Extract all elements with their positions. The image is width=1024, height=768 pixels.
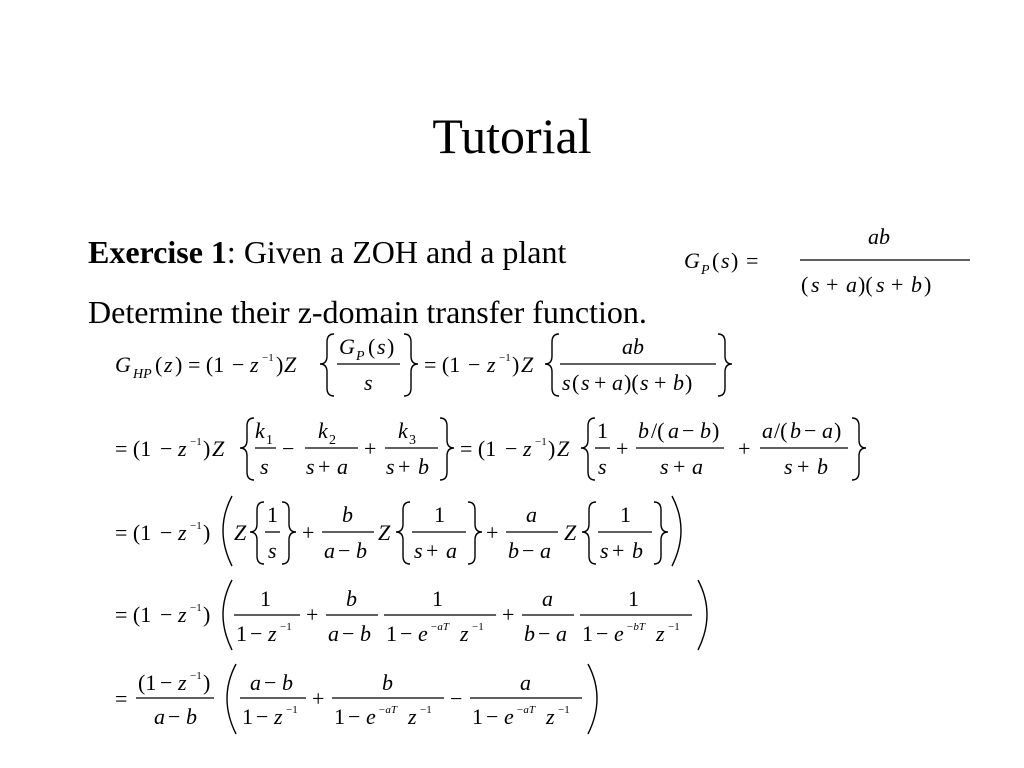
svg-text:−: −: [342, 621, 355, 646]
svg-text:b: b: [282, 670, 293, 695]
svg-text:): ): [548, 436, 556, 461]
svg-text:a: a: [542, 586, 553, 611]
svg-text:b: b: [360, 621, 371, 646]
svg-text:a: a: [612, 370, 623, 395]
svg-text:−: −: [338, 538, 351, 563]
svg-text:P: P: [356, 349, 365, 364]
svg-text:a: a: [520, 670, 531, 695]
svg-text:z: z: [487, 352, 496, 377]
svg-text:−: −: [400, 621, 413, 646]
svg-text:a: a: [526, 502, 537, 527]
svg-text:): ): [712, 418, 720, 443]
svg-text:z: z: [268, 621, 277, 646]
svg-text:z: z: [178, 520, 187, 545]
svg-text:−: −: [450, 686, 463, 711]
svg-text:b: b: [346, 586, 357, 611]
svg-text:3: 3: [409, 433, 416, 448]
svg-text:HP: HP: [133, 367, 152, 382]
svg-text:1: 1: [472, 704, 483, 729]
svg-text:1: 1: [434, 502, 445, 527]
svg-text:): ): [203, 520, 211, 545]
svg-text:s: s: [640, 370, 649, 395]
svg-text:+: +: [486, 520, 499, 545]
svg-text:b: b: [508, 538, 519, 563]
svg-text:1: 1: [267, 502, 278, 527]
svg-text:−1: −1: [190, 602, 202, 614]
svg-text:s: s: [784, 454, 793, 479]
svg-text:+: +: [826, 272, 839, 297]
svg-text:1: 1: [597, 418, 608, 443]
svg-text:−aT: −aT: [516, 704, 536, 716]
svg-text:−bT: −bT: [626, 621, 646, 633]
svg-text:(: (: [155, 352, 163, 377]
svg-text:): ): [203, 670, 211, 695]
svg-text:ab: ab: [868, 224, 890, 249]
svg-text:2: 2: [329, 433, 336, 448]
svg-text:b: b: [342, 502, 353, 527]
svg-text:−1: −1: [190, 520, 202, 532]
svg-text:s: s: [721, 248, 730, 273]
svg-text:)(: )(: [858, 272, 873, 297]
svg-text:b: b: [524, 621, 535, 646]
svg-text:e: e: [614, 621, 624, 646]
svg-text:s: s: [377, 334, 386, 359]
exercise-label: Exercise 1: [88, 234, 227, 270]
svg-text:(: (: [712, 248, 720, 273]
svg-text:+: +: [738, 436, 751, 461]
svg-text:−1: −1: [190, 436, 202, 448]
svg-text:a: a: [668, 418, 679, 443]
svg-text:−: −: [232, 352, 245, 377]
svg-text:): ): [512, 352, 520, 377]
svg-text:)(: )(: [624, 370, 639, 395]
svg-text:): ): [834, 418, 842, 443]
svg-text:−: −: [160, 520, 173, 545]
svg-text:b: b: [790, 418, 801, 443]
svg-text:1: 1: [334, 704, 345, 729]
svg-text:Z: Z: [284, 352, 297, 377]
svg-text:G: G: [115, 352, 131, 377]
svg-text:−: −: [168, 704, 181, 729]
svg-text:s: s: [414, 538, 423, 563]
svg-text:s: s: [260, 454, 269, 479]
svg-text:): ): [387, 334, 395, 359]
svg-text:z: z: [178, 670, 187, 695]
svg-text:Z: Z: [234, 520, 247, 545]
svg-text:b: b: [382, 670, 393, 695]
svg-text:b: b: [186, 704, 197, 729]
svg-text:1: 1: [266, 433, 273, 448]
svg-text:= (1: = (1: [115, 436, 152, 461]
svg-text:a: a: [846, 272, 857, 297]
svg-text:−1: −1: [499, 352, 511, 364]
svg-text:Z: Z: [212, 436, 225, 461]
svg-text:s: s: [811, 272, 820, 297]
svg-text:+: +: [302, 520, 315, 545]
svg-text:a: a: [328, 621, 339, 646]
svg-text:b: b: [356, 538, 367, 563]
svg-text:+: +: [616, 436, 629, 461]
svg-text:−: −: [522, 538, 535, 563]
svg-text:−1: −1: [262, 352, 274, 364]
svg-text:): ): [203, 436, 211, 461]
svg-text:+: +: [318, 454, 331, 479]
svg-text:−: −: [596, 621, 609, 646]
svg-text:=: =: [115, 686, 128, 711]
svg-text:ab: ab: [622, 334, 644, 359]
svg-text:z: z: [250, 352, 259, 377]
svg-text:+: +: [364, 436, 377, 461]
svg-text:z: z: [408, 704, 417, 729]
svg-text:s: s: [562, 370, 571, 395]
svg-text:a: a: [337, 454, 348, 479]
slide-title: Tutorial: [432, 108, 592, 164]
svg-text:b: b: [817, 454, 828, 479]
svg-text:b: b: [632, 538, 643, 563]
svg-text:k: k: [255, 418, 265, 443]
svg-text:b: b: [911, 272, 922, 297]
svg-text:): ): [276, 352, 284, 377]
svg-text:s: s: [386, 454, 395, 479]
svg-text:= (1: = (1: [188, 352, 225, 377]
svg-text:−1: −1: [472, 621, 484, 633]
svg-text:−: −: [505, 436, 518, 461]
svg-text:(: (: [368, 334, 376, 359]
svg-text:z: z: [546, 704, 555, 729]
exercise-text: : Given a ZOH and a plant: [226, 234, 567, 270]
svg-text:Z: Z: [378, 520, 391, 545]
svg-text:−aT: −aT: [378, 704, 398, 716]
svg-text:a: a: [540, 538, 551, 563]
svg-text:/(: /(: [651, 418, 665, 443]
svg-text:(: (: [572, 370, 580, 395]
svg-text:−: −: [264, 670, 277, 695]
svg-text:e: e: [418, 621, 428, 646]
svg-text:/(: /(: [774, 418, 788, 443]
svg-text:−1: −1: [280, 621, 292, 633]
svg-text:+: +: [654, 370, 667, 395]
svg-text:): ): [731, 248, 739, 273]
svg-text:e: e: [366, 704, 376, 729]
svg-text:+: +: [306, 602, 319, 627]
svg-text:a: a: [446, 538, 457, 563]
svg-text:1: 1: [260, 586, 271, 611]
svg-text:−1: −1: [286, 704, 298, 716]
svg-text:s: s: [660, 454, 669, 479]
svg-text:−: −: [256, 704, 269, 729]
svg-text:s: s: [306, 454, 315, 479]
svg-text:−1: −1: [535, 436, 547, 448]
svg-text:1: 1: [582, 621, 593, 646]
svg-text:= (1: = (1: [424, 352, 461, 377]
svg-text:−1: −1: [668, 621, 680, 633]
svg-text:b: b: [673, 370, 684, 395]
svg-text:P: P: [701, 263, 710, 278]
svg-text:−: −: [486, 704, 499, 729]
svg-text:1: 1: [386, 621, 397, 646]
svg-text:e: e: [504, 704, 514, 729]
svg-text:k: k: [318, 418, 328, 443]
svg-text:z: z: [460, 621, 469, 646]
svg-text:z: z: [178, 436, 187, 461]
svg-text:−1: −1: [190, 670, 202, 682]
svg-text:a: a: [250, 670, 261, 695]
svg-text:−: −: [160, 602, 173, 627]
svg-text:s: s: [600, 538, 609, 563]
svg-text:+: +: [797, 454, 810, 479]
svg-text:+: +: [891, 272, 904, 297]
svg-text:−: −: [160, 436, 173, 461]
svg-text:a: a: [822, 418, 833, 443]
svg-text:−: −: [160, 670, 173, 695]
svg-text:= (1: = (1: [115, 520, 152, 545]
svg-text:a: a: [556, 621, 567, 646]
svg-text:+: +: [594, 370, 607, 395]
svg-text:z: z: [274, 704, 283, 729]
svg-text:z: z: [656, 621, 665, 646]
svg-text:−: −: [282, 436, 295, 461]
svg-text:= (1: = (1: [115, 602, 152, 627]
svg-text:b: b: [700, 418, 711, 443]
svg-text:a: a: [692, 454, 703, 479]
svg-text:+: +: [426, 538, 439, 563]
svg-text:G: G: [339, 334, 355, 359]
svg-text:= (1: = (1: [460, 436, 497, 461]
svg-text:+: +: [398, 454, 411, 479]
svg-text:−: −: [804, 418, 817, 443]
svg-text:): ): [924, 272, 932, 297]
svg-text:+: +: [612, 538, 625, 563]
svg-text:−aT: −aT: [430, 621, 450, 633]
svg-text:s: s: [598, 454, 607, 479]
svg-text:+: +: [502, 602, 515, 627]
svg-text:s: s: [268, 538, 277, 563]
svg-text:1: 1: [242, 704, 253, 729]
svg-text:(: (: [801, 272, 809, 297]
svg-text:Z: Z: [564, 520, 577, 545]
svg-text:−1: −1: [420, 704, 432, 716]
svg-text:1: 1: [236, 621, 247, 646]
svg-text:1: 1: [432, 586, 443, 611]
svg-text:+: +: [312, 686, 325, 711]
svg-text:a: a: [154, 704, 165, 729]
svg-text:−: −: [348, 704, 361, 729]
svg-text:): ): [203, 602, 211, 627]
svg-text:s: s: [581, 370, 590, 395]
svg-text:G: G: [684, 248, 700, 273]
svg-text:b: b: [638, 418, 649, 443]
svg-text:z: z: [164, 352, 173, 377]
svg-text:−1: −1: [558, 704, 570, 716]
svg-text:−: −: [468, 352, 481, 377]
svg-text:): ): [685, 370, 693, 395]
svg-text:s: s: [364, 370, 373, 395]
svg-text:a: a: [324, 538, 335, 563]
svg-text:+: +: [673, 454, 686, 479]
svg-text:1: 1: [628, 586, 639, 611]
svg-text:b: b: [418, 454, 429, 479]
svg-text:−: −: [682, 418, 695, 443]
svg-text:a: a: [762, 418, 773, 443]
svg-text:Z: Z: [557, 436, 570, 461]
svg-text:−: −: [250, 621, 263, 646]
svg-text:1: 1: [620, 502, 631, 527]
svg-text:s: s: [876, 272, 885, 297]
svg-text:(1: (1: [138, 670, 157, 695]
svg-text:−: −: [538, 621, 551, 646]
svg-text:z: z: [178, 602, 187, 627]
exercise-instruction: Determine their z-domain transfer function.: [88, 294, 647, 330]
svg-text:=: =: [746, 248, 759, 273]
svg-text:k: k: [398, 418, 408, 443]
svg-text:Z: Z: [521, 352, 534, 377]
svg-text:z: z: [523, 436, 532, 461]
svg-text:): ): [175, 352, 183, 377]
